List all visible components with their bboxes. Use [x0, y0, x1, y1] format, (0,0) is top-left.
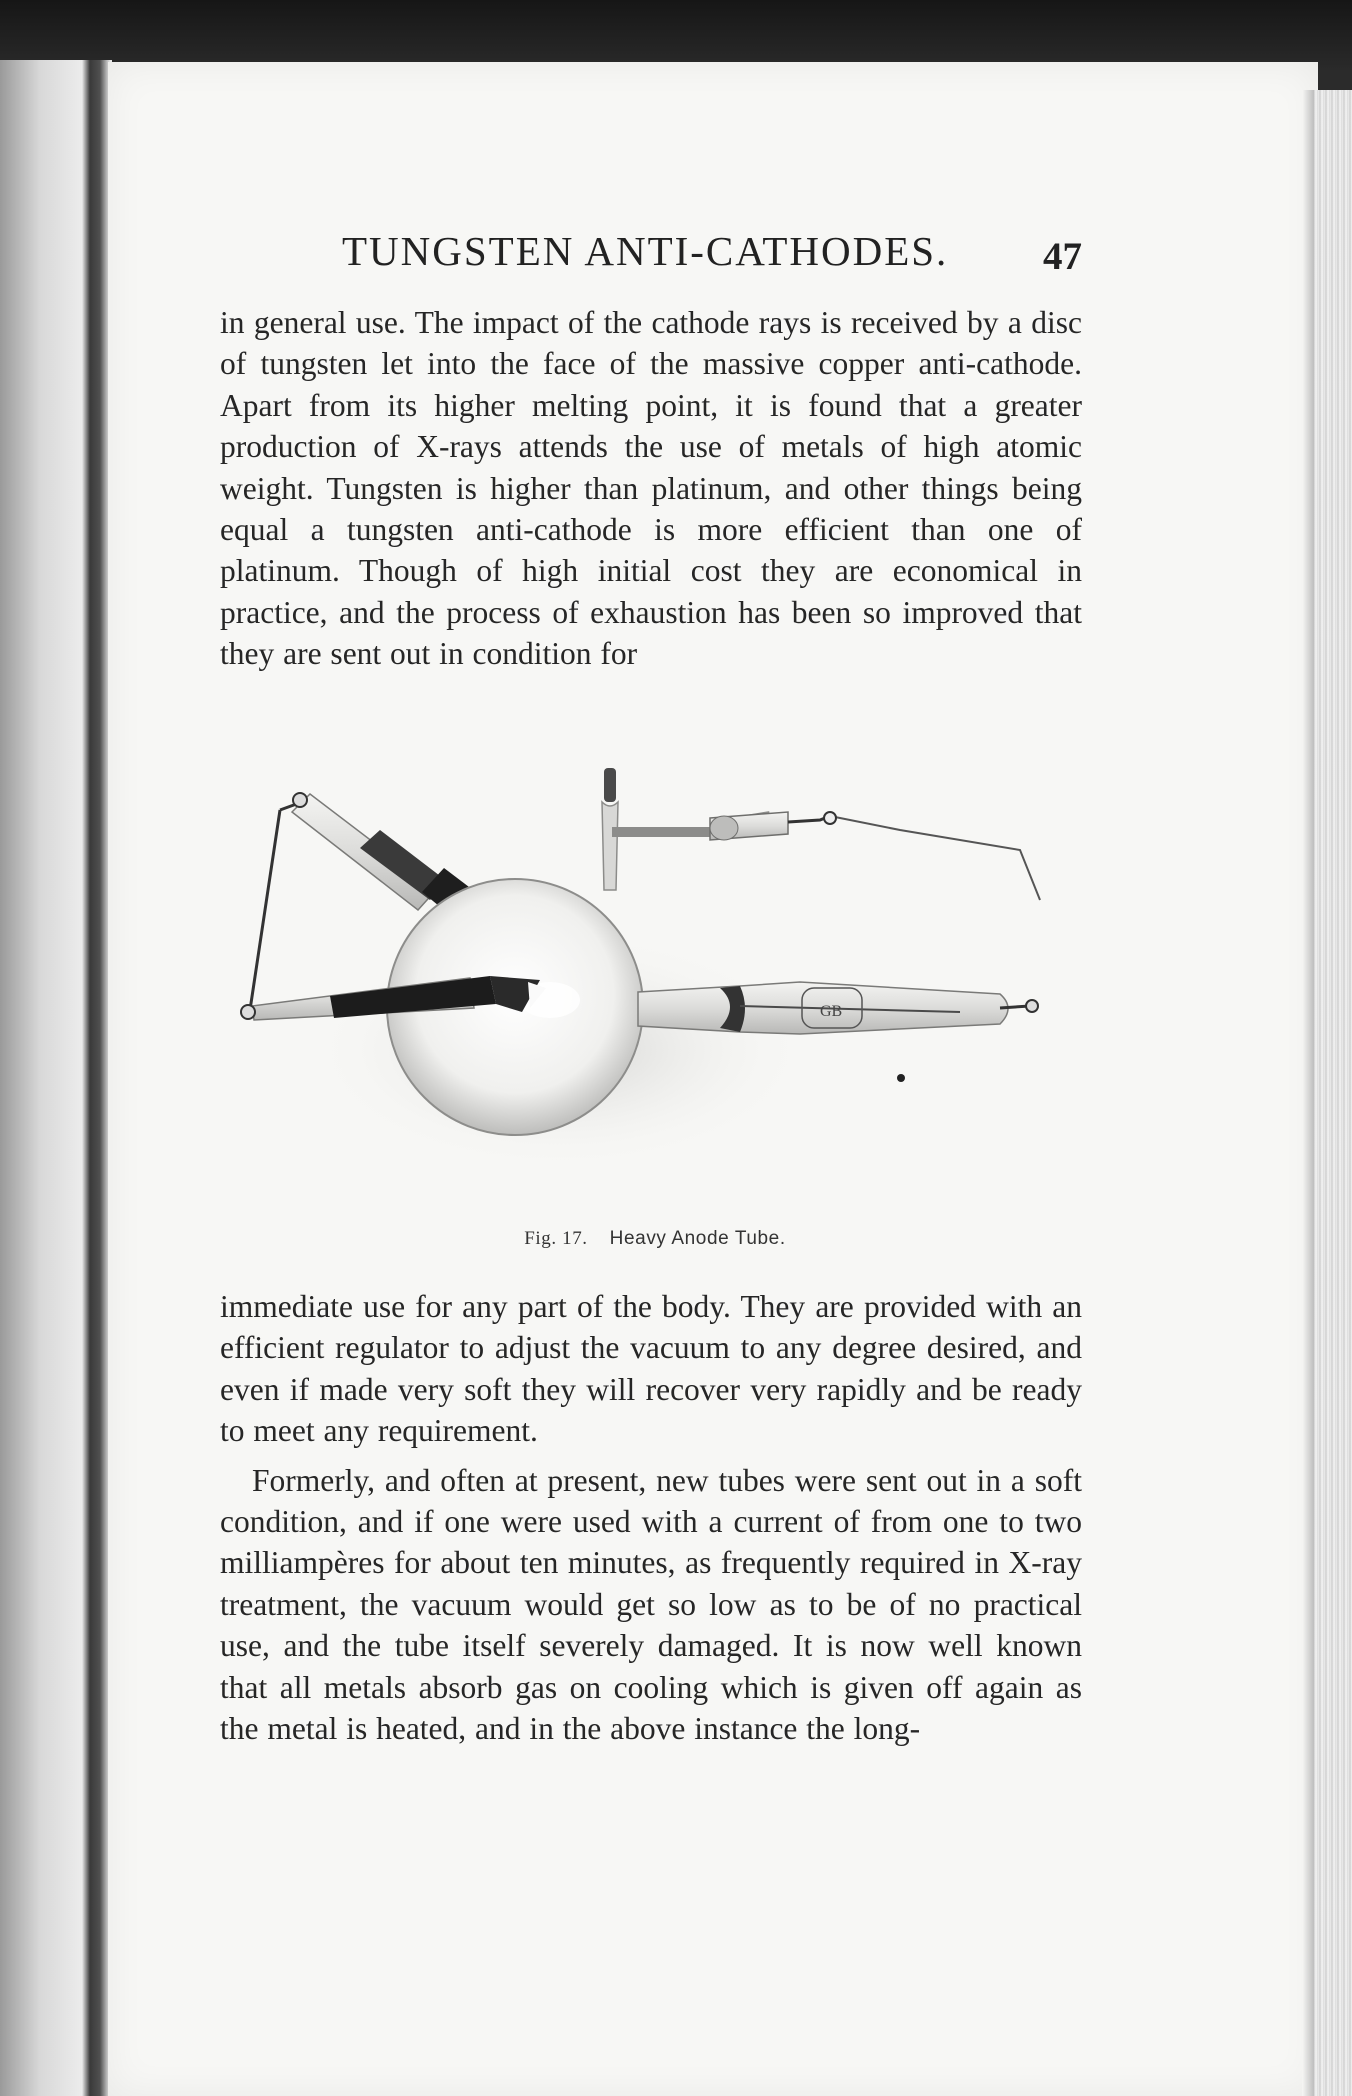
anode-arm [638, 982, 1038, 1034]
speck [897, 1074, 905, 1082]
figure-heavy-anode-tube [240, 750, 1070, 1249]
paragraph-formerly: Formerly, and often at present, new tubes were sent out in a soft condition, and if one were used with a current of from one to two milliampères for about ten minutes, as frequently required in X-ray treatment, the vacuum would get so low as to be of no practical use, and the tube itself severely damaged. It is now well known that all metals absorb gas on cooling which is given off again as the metal is heated, and in the above instance the long- [220, 1462, 1082, 1747]
running-head: TUNGSTEN ANTI-CATHODES. [342, 228, 949, 274]
figure-caption-text: Heavy Anode Tube. [609, 1228, 786, 1249]
figure-number: Fig. 17. [524, 1228, 588, 1249]
body-text-top [220, 302, 1082, 675]
paragraph-continued: in general use. The impact of the cathode rays is received by a disc of tungsten let into the face of the massive copper anti-cathode. Apart from its higher melting point, it is found that a greater production of X-rays attends the use of metals of high atomic weight. Tungsten is higher than platinum, and other things being equal a tungsten anti-cathode is more efficient than one of platinum. Though of high initial cost they are economical in practice, and the process of exhaustion has been so improved that they are sent out in condition for [220, 305, 1082, 672]
page-stack-edge [1312, 90, 1352, 2096]
scan-top-border [0, 0, 1352, 70]
xray-tube-illustration [240, 750, 1070, 1190]
paragraph-continuation: immediate use for any part of the body. They are provided with an efficient regulator to adjust the vacuum to any degree desired, and even if made very soft they will recover very rapidly and be ready to meet any requirement. [220, 1289, 1082, 1449]
figure-caption [240, 1228, 1070, 1250]
book-spine-edge [0, 60, 112, 2096]
page-number: 47 [1043, 235, 1082, 278]
top-electrode [602, 768, 1040, 900]
body-text-bottom [220, 1286, 1082, 1749]
svg-text:GB: GB [820, 1003, 843, 1020]
page-header [342, 226, 1082, 286]
